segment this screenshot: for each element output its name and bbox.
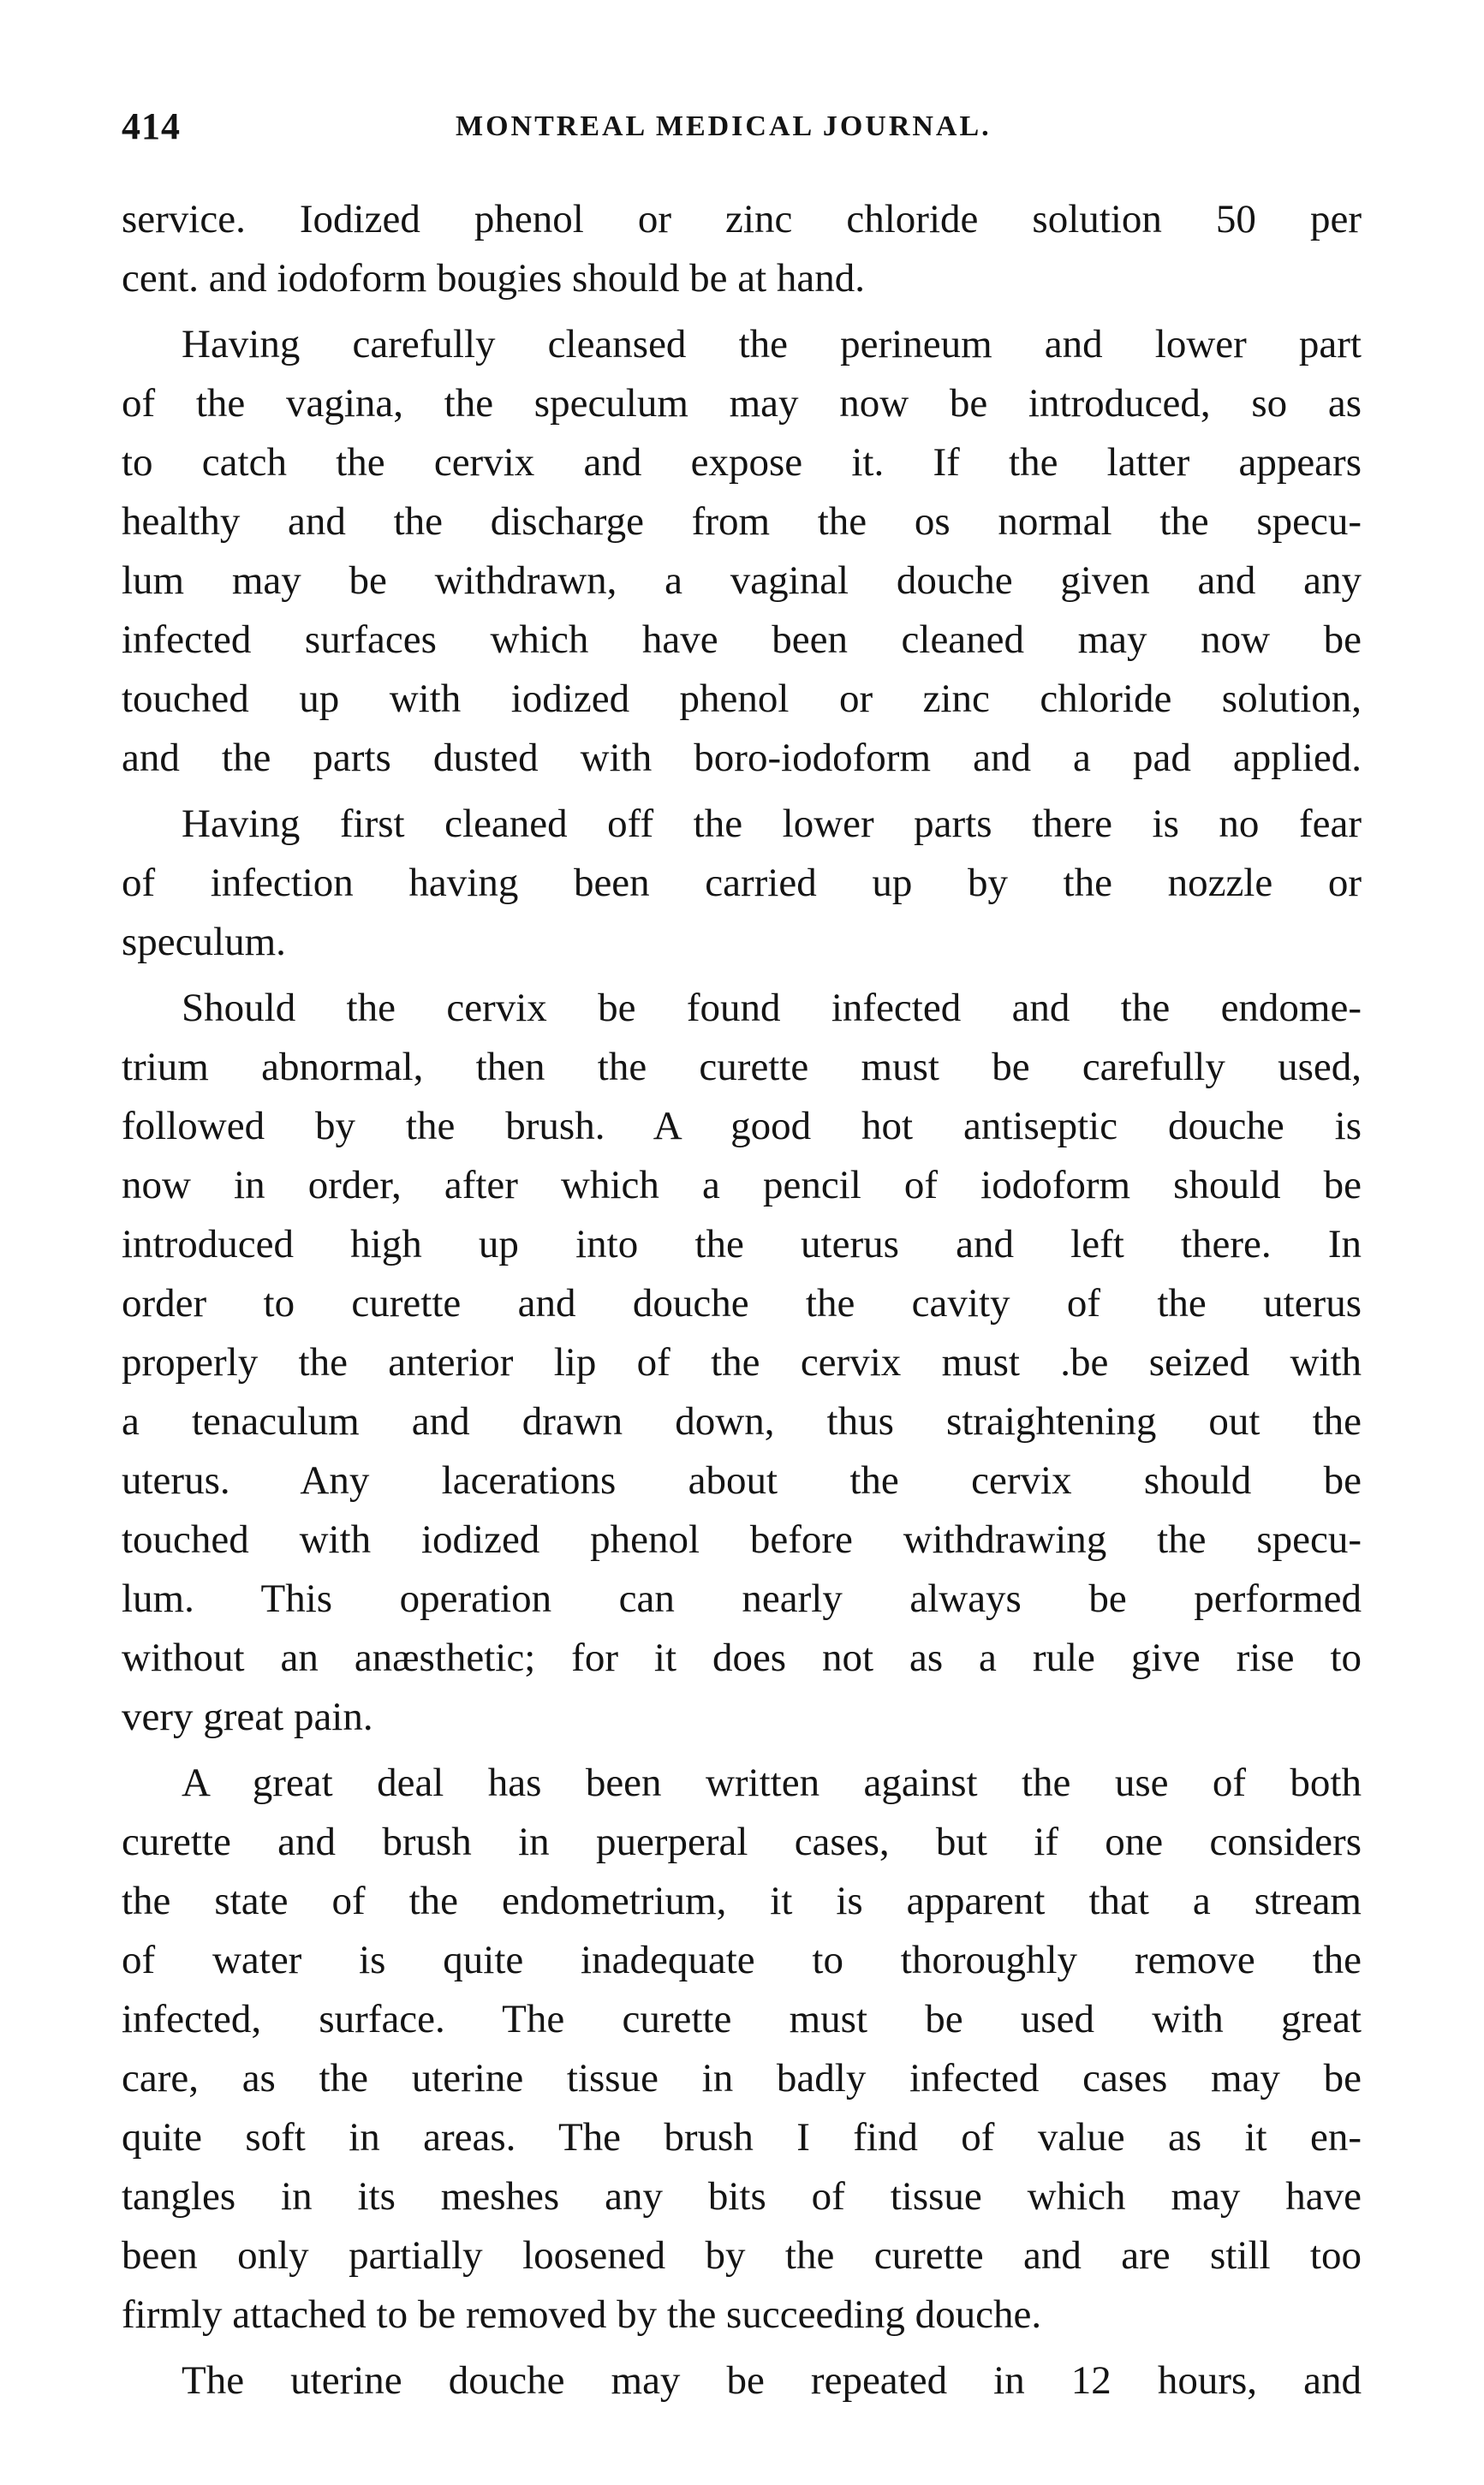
- text-line: lum may be withdrawn, a vaginal douche given and any: [122, 558, 1362, 603]
- running-head: MONTREAL MEDICAL JOURNAL.: [456, 110, 992, 142]
- text-line: infected, surface. The curette must be used with great: [122, 1997, 1362, 2041]
- page-number: 414: [122, 105, 181, 147]
- text-line: quite soft in areas. The brush I find of value as it en-: [122, 2115, 1362, 2160]
- text-line: introduced high up into the uterus and left there. In: [122, 1222, 1362, 1266]
- text-line: now in order, after which a pencil of iodoform should be: [122, 1163, 1362, 1207]
- text-line: firmly attached to be removed by the succeeding douche.: [122, 2292, 1042, 2337]
- text-line: Having carefully cleansed the perineum and lower part: [182, 322, 1362, 366]
- text-line: touched up with iodized phenol or zinc chloride solution,: [122, 676, 1362, 721]
- text-line: cent. and iodoform bougies should be at hand.: [122, 256, 866, 301]
- page-header: [122, 101, 1362, 152]
- text-line: speculum.: [122, 920, 286, 964]
- text-line: A great deal has been written against the use of both: [182, 1761, 1362, 1805]
- text-line: order to curette and douche the cavity of the uterus: [122, 1281, 1362, 1326]
- text-line: Should the cervix be found infected and the endome-: [182, 986, 1362, 1030]
- text-line: touched with iodized phenol before withdrawing the specu-: [122, 1517, 1362, 1562]
- text-line: of water is quite inadequate to thoroughly remove the: [122, 1938, 1362, 1982]
- text-line: infected surfaces which have been cleaned may now be: [122, 617, 1362, 662]
- text-line: tangles in its meshes any bits of tissue which may have: [122, 2174, 1362, 2219]
- text-line: and the parts dusted with boro-iodoform and a pad applied.: [122, 736, 1362, 780]
- text-line: curette and brush in puerperal cases, but if one considers: [122, 1820, 1362, 1864]
- text-line: service. Iodized phenol or zinc chloride solution 50 per: [122, 197, 1362, 241]
- body-text: [122, 190, 1362, 2411]
- text-line: the state of the endometrium, it is apparent that a stream: [122, 1879, 1362, 1923]
- text-line: properly the anterior lip of the cervix must .be seized with: [122, 1340, 1362, 1385]
- text-line: followed by the brush. A good hot antiseptic douche is: [122, 1104, 1362, 1148]
- text-line: uterus. Any lacerations about the cervix should be: [122, 1458, 1362, 1503]
- text-line: lum. This operation can nearly always be performed: [122, 1576, 1362, 1621]
- text-line: to catch the cervix and expose it. If the latter appears: [122, 440, 1362, 485]
- text-line: healthy and the discharge from the os normal the specu-: [122, 499, 1362, 544]
- text-line: of infection having been carried up by the nozzle or: [122, 861, 1362, 905]
- text-line: of the vagina, the speculum may now be introduced, so as: [122, 381, 1362, 426]
- text-line: very great pain.: [122, 1695, 373, 1739]
- text-line: Having first cleaned off the lower parts there is no fear: [182, 802, 1362, 846]
- text-line: without an anæsthetic; for it does not as a rule give rise to: [122, 1636, 1362, 1680]
- text-line: care, as the uterine tissue in badly infected cases may be: [122, 2056, 1362, 2101]
- text-line: a tenaculum and drawn down, thus straightening out the: [122, 1399, 1362, 1444]
- text-line: trium abnormal, then the curette must be carefully used,: [122, 1045, 1362, 1089]
- text-line: The uterine douche may be repeated in 12 hours, and: [182, 2358, 1362, 2403]
- text-line: been only partially loosened by the curette and are still too: [122, 2233, 1362, 2278]
